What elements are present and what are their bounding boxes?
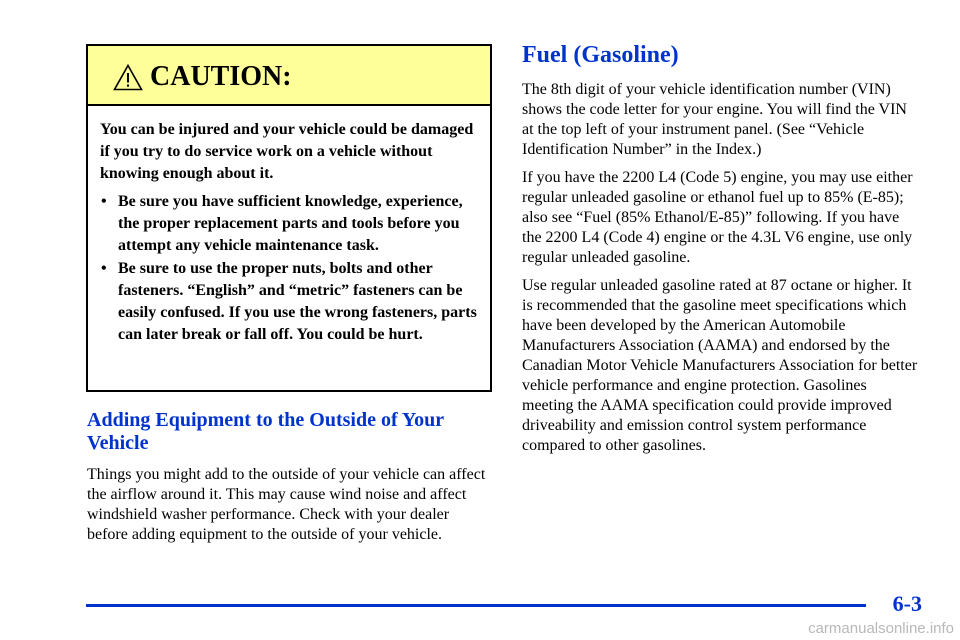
warning-triangle-icon <box>113 64 143 91</box>
caution-title: CAUTION: <box>150 61 292 92</box>
section-heading: Adding Equipment to the Outside of Your Vehicle <box>87 409 444 454</box>
caution-list <box>100 191 478 346</box>
section-paragraph: Use regular unleaded gasoline rated at 87 octane or higher. It is recommended that the gasoline meet specifications which have been developed by the American Automobile Manufacturers Association (AAMA) and endorsed by the Canadian Motor Vehicle Manufacturers Association for better vehicle performance and engine protection. Gasolines meeting the AAMA specification could provide improved driveability and emission control system performance compared to other gasolines. <box>522 277 918 454</box>
section-paragraph: If you have the 2200 L4 (Code 5) engine, you may use either regular unleaded gasoline or ethanol fuel up to 85% (E-85); also see “Fuel (85% Ethanol/E-85)” following. If you have the 2200 L4 (Code 4) engine or the 4.3L V6 engine, use only regular unleaded gasoline. <box>522 169 913 266</box>
caution-body <box>88 106 490 346</box>
footer-rule <box>86 604 866 607</box>
caution-box <box>86 44 492 392</box>
caution-list-item <box>100 191 478 257</box>
fuel-section <box>522 40 922 464</box>
page-number: 6-3 <box>892 591 922 616</box>
section-heading: Fuel (Gasoline) <box>522 42 679 68</box>
caution-intro: You can be injured and your vehicle could be damaged if you try to do service work on a vehicle without knowing enough about it. <box>100 121 474 182</box>
adding-equipment-section <box>87 409 487 545</box>
caution-list-item <box>100 258 478 346</box>
caution-bullet-text: Be sure you have sufficient knowledge, experience, the proper replacement parts and tools before you attempt any vehicle maintenance task. <box>118 193 463 254</box>
caution-header <box>88 46 490 106</box>
bullet-icon: • <box>101 193 107 210</box>
section-paragraph: The 8th digit of your vehicle identification number (VIN) shows the code letter for your engine. You will find the VIN at the top left of your instrument panel. (See “Vehicle Identification Number” in the Index.) <box>522 81 907 158</box>
section-paragraph: Things you might add to the outside of your vehicle can affect the airflow around it. This may cause wind noise and affect windshield washer performance. Check with your dealer before adding equipment to the outside of your vehicle. <box>87 466 486 543</box>
bullet-icon: • <box>101 260 107 277</box>
caution-bullet-text: Be sure to use the proper nuts, bolts and other fasteners. “English” and “metric” fasteners can be easily confused. If you use the wrong fasteners, parts can later break or fall off. You could be hurt. <box>118 260 477 343</box>
watermark: carmanualsonline.info <box>808 620 954 637</box>
